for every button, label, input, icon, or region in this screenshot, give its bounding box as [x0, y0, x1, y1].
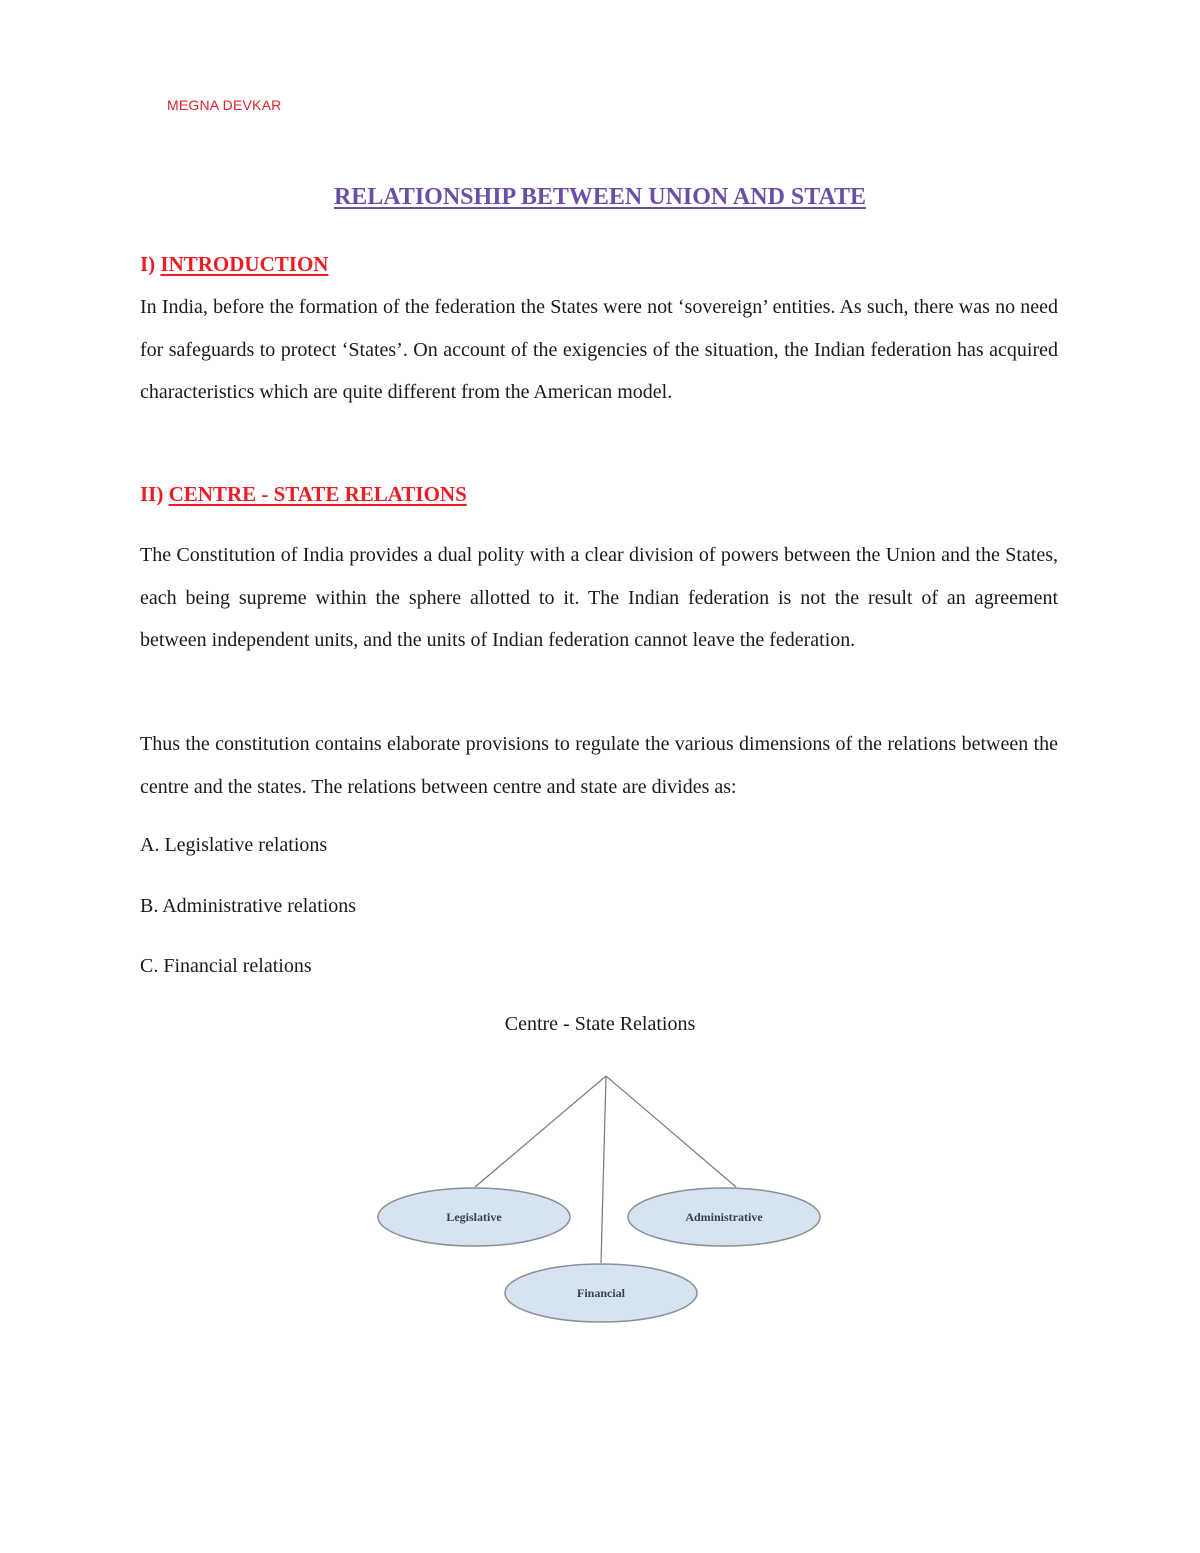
section-number: I) [140, 252, 156, 276]
node-label: Financial [576, 1286, 626, 1300]
section-heading-introduction [140, 252, 328, 277]
diagram-caption: Centre - State Relations [504, 1013, 696, 1035]
centre-state-relations-diagram [360, 1060, 840, 1340]
author-name: MEGNA DEVKAR [167, 97, 282, 113]
constitution-paragraph: The Constitution of India provides a dual polity with a clear division of powers between the Union and the States, each being supreme within the sphere allotted to it. The Indian federation is not the result of an agreement between independent units, and the units of Indian federation cannot leave the federation. [140, 544, 1058, 651]
section-title: CENTRE - STATE RELATIONS [168, 482, 467, 506]
node-label: Legislative [446, 1210, 502, 1224]
section-heading-centre-state [140, 482, 467, 507]
connector-line-legislative [475, 1076, 606, 1187]
intro-paragraph: In India, before the formation of the federation the States were not ‘sovereign’ entities. As such, there was no need for safeguards to protect ‘States’. On account of the exigencies of the situation, the Indian federation has acquired characteristics which are quite different from the American model. [140, 296, 1058, 403]
relations-paragraph: Thus the constitution contains elaborate provisions to regulate the various dimensions of the relations between the centre and the states. The relations between centre and state are divides as: [140, 733, 1058, 798]
node-financial [505, 1264, 697, 1322]
list-item-administrative: B. Administrative relations [140, 895, 357, 917]
section-title: INTRODUCTION [160, 252, 329, 276]
list-item-financial: C. Financial relations [140, 955, 312, 977]
section-number: II) [140, 482, 164, 506]
connector-line-financial [601, 1076, 606, 1263]
list-item-legislative: A. Legislative relations [140, 834, 328, 856]
node-label: Administrative [685, 1210, 763, 1224]
node-administrative [628, 1188, 820, 1246]
document-title: RELATIONSHIP BETWEEN UNION AND STATE [333, 184, 867, 210]
node-legislative [378, 1188, 570, 1246]
connector-line-administrative [606, 1076, 736, 1187]
